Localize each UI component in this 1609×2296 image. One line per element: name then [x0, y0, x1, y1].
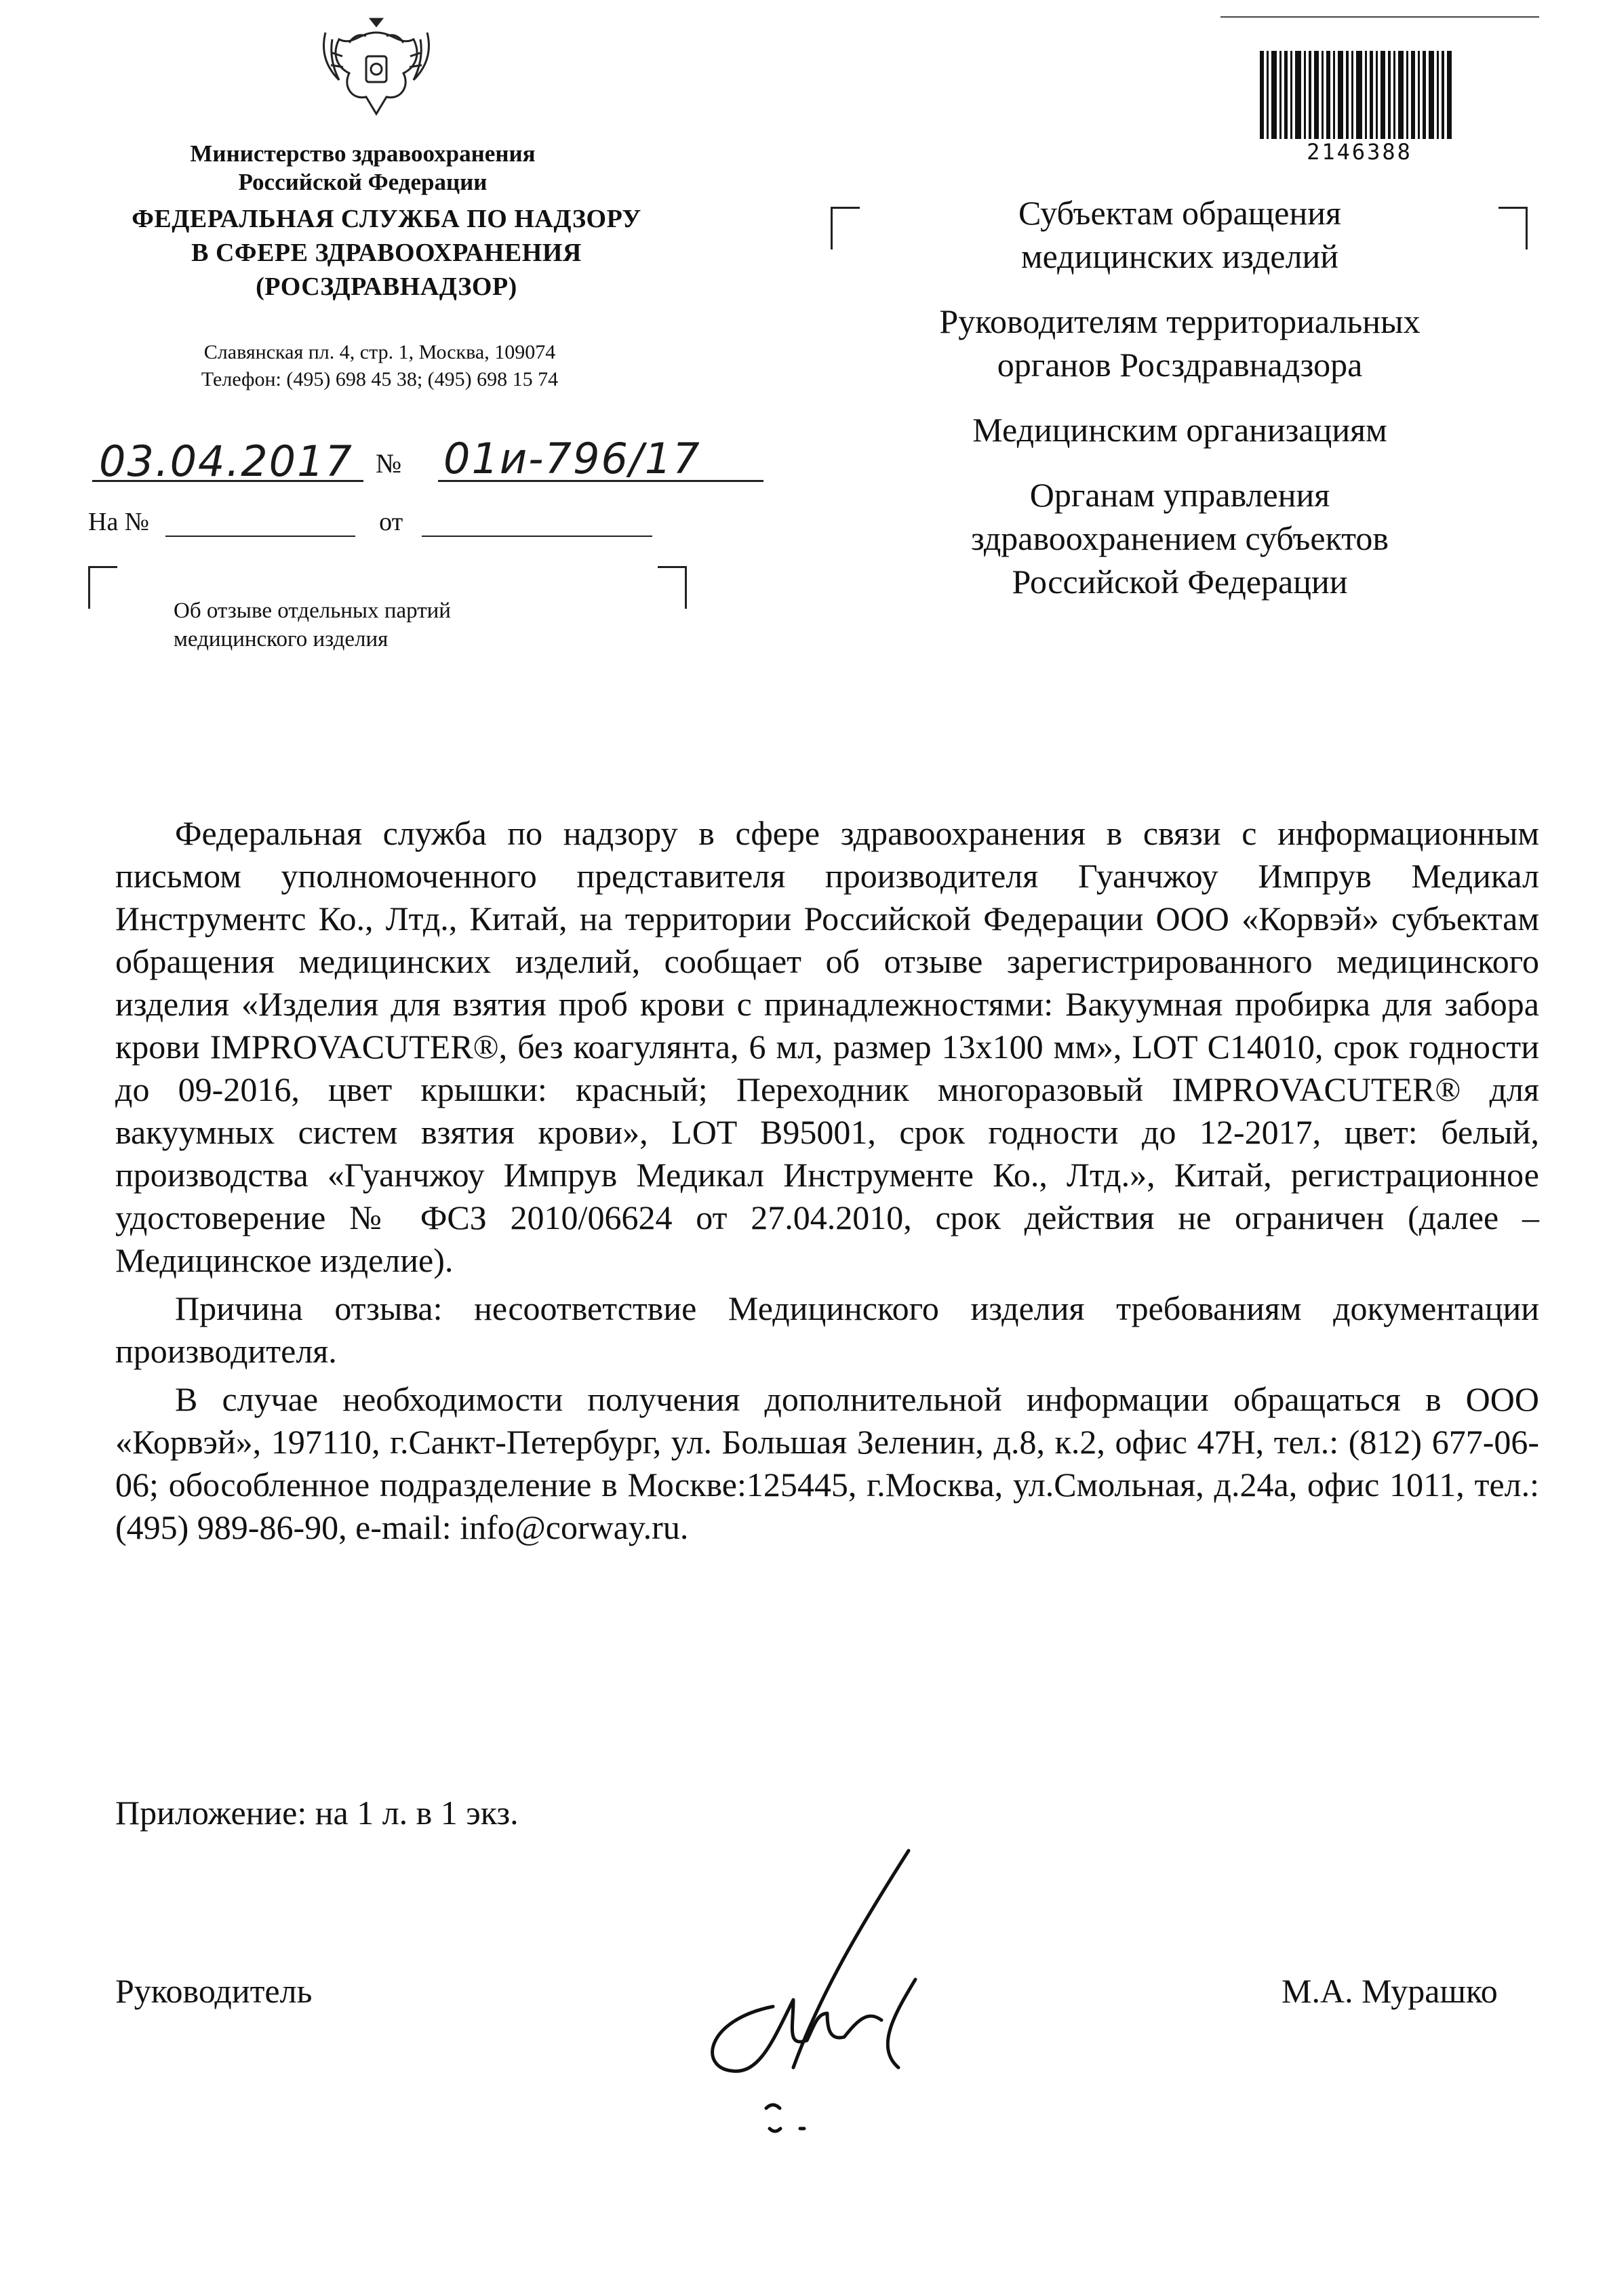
addressee-2	[881, 300, 1478, 386]
signatory-position: Руководитель	[115, 1972, 313, 2010]
addressee-4-line-3: Российской Федерации	[1012, 563, 1348, 601]
reply-from-label: от	[379, 508, 403, 536]
addressee-4-line-1: Органам управления	[1029, 476, 1330, 514]
addressee-2-line-2: органов Росздравнадзора	[997, 346, 1363, 384]
body-paragraph-1: Федеральная служба по надзору в сфере здравоохранения в связи с информационным письмом уполномоченного представителя производителя Гуанчжоу Импрув Медикал Инструментс Ко., Лтд., Китай, на территории Российской Федерации ООО «Корвэй» субъектам обращения медицинских изделий, сообщает об отзыве зарегистрированного медицинского изделия «Изделия для взятия проб крови с принадлежностями: Вакуумная пробирка для забора крови IMPROVACUTER®, без коагулянта, 6 мл, размер 13x100 мм», LOT C14010, срок годности до 09-2016, цвет крышки: красный; Переходник многоразовый IMPROVACUTER® для вакуумных систем взятия крови», LOT B95001, срок годности до 12-2017, цвет: белый, производства «Гуанчжоу Импрув Медикал Инструменте Ко., Лтд.», Китай, регистрационное удостоверение № ФСЗ 2010/06624 от 27.04.2010, срок действия не ограничен (далее – Медицинское изделие).	[115, 814, 1539, 1279]
number-underline	[438, 480, 763, 482]
address-line: Славянская пл. 4, стр. 1, Москва, 109074	[203, 341, 556, 363]
addressee-1-line-1: Субъектам обращения	[1018, 194, 1341, 232]
reply-date-blank	[422, 515, 652, 537]
addressee-2-line-1: Руководителям территориальных	[939, 302, 1421, 340]
addressee-3	[881, 408, 1478, 451]
subject-corner-left	[88, 566, 117, 609]
letter-body	[115, 812, 1539, 1554]
service-line-1: ФЕДЕРАЛЬНАЯ СЛУЖБА ПО НАДЗОРУ	[132, 205, 641, 233]
body-paragraph-2: Причина отзыва: несоответствие Медицинского изделия требованиям документации производителя.	[115, 1289, 1539, 1370]
barcode	[1260, 51, 1456, 139]
ministry-line-2: Российской Федерации	[238, 169, 488, 195]
addressee-4	[881, 473, 1478, 603]
service-name	[81, 202, 692, 304]
registration-date: 03.04.2017	[99, 437, 353, 486]
phone-line: Телефон: (495) 698 45 38; (495) 698 15 74	[201, 368, 559, 390]
addressee-3-line-1: Медицинским организациям	[972, 411, 1387, 449]
date-underline	[92, 480, 363, 482]
registration-number: 01и-796/17	[443, 434, 701, 483]
barcode-number: 2146388	[1307, 139, 1412, 165]
signatory-name: М.А. Мурашко	[1282, 1972, 1498, 2010]
ministry-line-1: Министерство здравоохранения	[190, 140, 536, 167]
reply-reference	[88, 507, 698, 548]
state-emblem-icon	[312, 12, 441, 121]
addressee-list	[881, 191, 1478, 625]
handwritten-signature	[692, 1844, 1044, 2149]
addressee-4-line-2: здравоохранением субъектов	[970, 519, 1389, 557]
subject-line-1: Об отзыве отдельных партий	[174, 599, 451, 623]
addressee-corner-left	[831, 207, 860, 249]
subject-line-2: медицинского изделия	[174, 627, 389, 651]
number-label: №	[376, 448, 402, 479]
service-address	[108, 339, 651, 393]
letter-subject	[174, 597, 648, 653]
reply-to-label: На №	[88, 508, 150, 536]
addressee-corner-right	[1498, 207, 1528, 249]
top-rule	[1220, 16, 1539, 18]
registration-line	[85, 434, 777, 488]
attachment-note: Приложение: на 1 л. в 1 экз.	[115, 1794, 519, 1832]
reply-number-blank	[165, 515, 355, 537]
service-line-2: В СФЕРЕ ЗДРАВООХРАНЕНИЯ	[191, 239, 582, 267]
subject-corner-right	[658, 566, 687, 609]
addressee-1-line-2: медицинских изделий	[1020, 237, 1339, 275]
addressee-1	[881, 191, 1478, 278]
ministry-name	[115, 140, 610, 197]
body-paragraph-3: В случае необходимости получения дополнительной информации обращаться в ООО «Корвэй», 197110, г.Санкт-Петербург, ул. Большая Зеленин, д.8, к.2, офис 47Н, тел.: (812) 677-06-06; обособленное подразделение в Москве:125445, г.Москва, ул.Смольная, д.24а, офис 1011, тел.: (495) 989-86-90, e-mail: info@corway.ru.	[115, 1380, 1539, 1546]
service-line-3: (РОСЗДРАВНАДЗОР)	[256, 273, 517, 301]
